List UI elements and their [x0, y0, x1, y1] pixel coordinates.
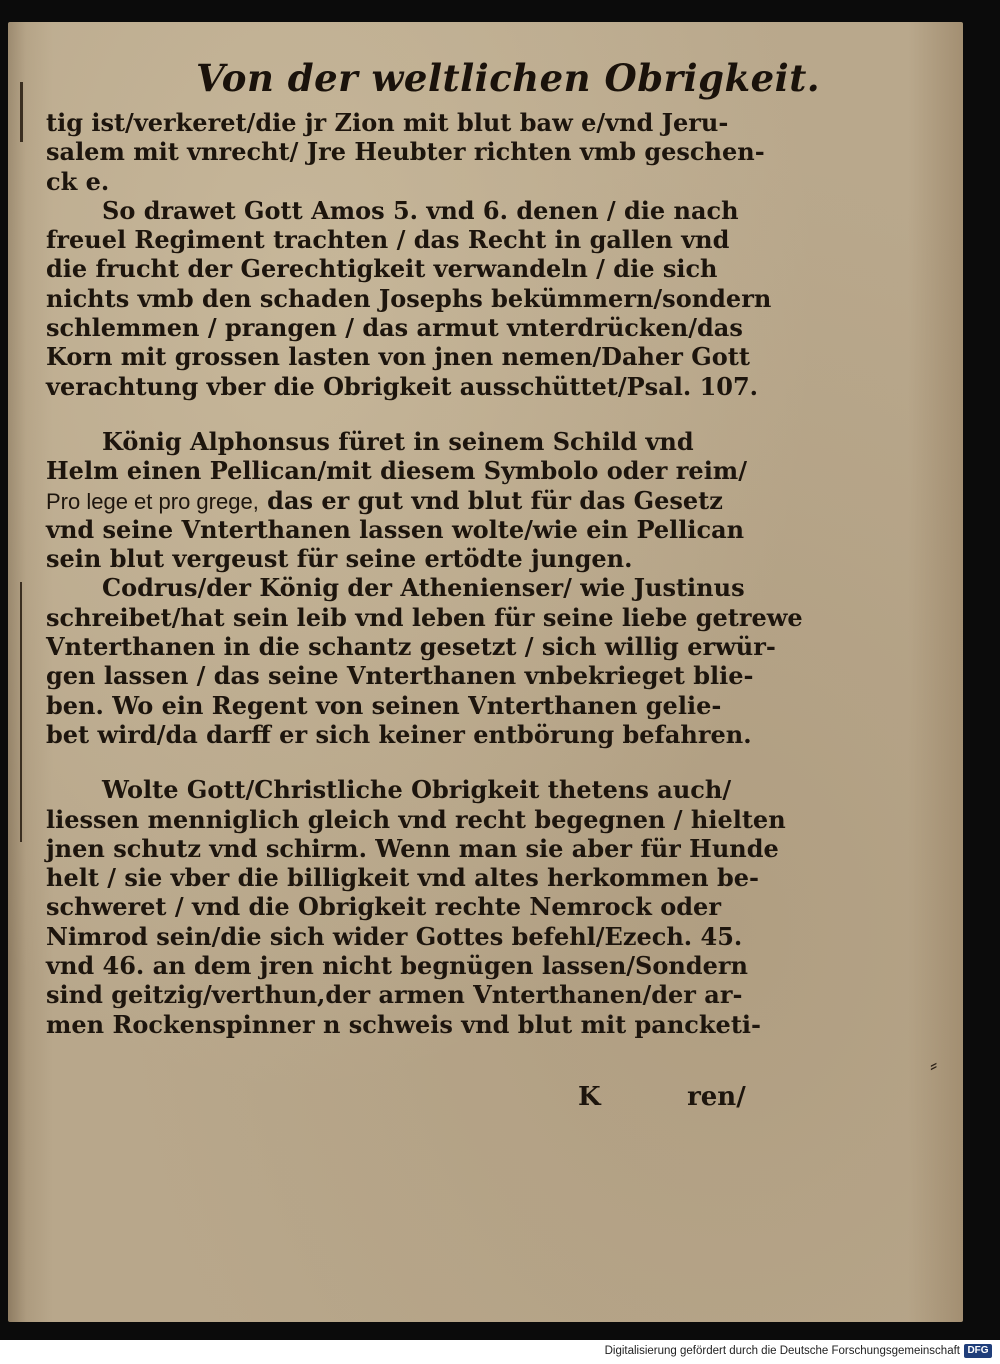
text-line: vnd 46. an dem jren nicht begnügen lassen/Sondern: [46, 951, 748, 981]
text-line: bet wird/da darff er sich keiner entbörung befahren.: [46, 719, 752, 749]
dfg-logo-icon: DFG: [964, 1344, 992, 1358]
text-line: vnd seine Vnterthanen lassen wolte/wie ein Pellican: [46, 514, 745, 544]
text-line: schweret / vnd die Obrigkeit rechte Nemrock oder: [46, 892, 721, 922]
footer-bar: [0, 1340, 1000, 1364]
text-line: sind geitzig/verthun,der armen Vnterthanen/der ar-: [46, 980, 743, 1010]
funding-credit: Digitalisierung gefördert durch die Deutsche Forschungsgemeinschaft: [604, 1345, 960, 1357]
text-line: Korn mit grossen lasten von jnen nemen/Daher Gott: [46, 342, 750, 372]
text-line: gen lassen / das seine Vnterthanen vnbekrieget blie-: [46, 661, 754, 691]
signature-mark: K: [578, 1082, 601, 1112]
text-line: ck e.: [46, 166, 110, 196]
text-line: Helm einen Pellican/mit diesem Symbolo oder reim/: [46, 456, 747, 486]
gutter-mark: [20, 82, 23, 142]
text-line: sein blut vergeust für seine ertödte jungen.: [46, 544, 633, 574]
text-line: schreibet/hat sein leib vnd leben für seine liebe getrewe: [46, 602, 803, 632]
text-line: Codrus/der König der Athenienser/ wie Justinus: [102, 573, 745, 603]
latin-motto: Pro lege et pro grege,: [46, 488, 259, 514]
text-line: liessen menniglich gleich vnd recht begegnen / hielten: [46, 804, 786, 834]
signature-line: [578, 1082, 746, 1112]
text-segment: das er gut vnd blut für das Gesetz: [267, 485, 723, 515]
text-line: ben. Wo ein Regent von seinen Vnterthanen gelie-: [46, 690, 722, 720]
text-line: die frucht der Gerechtigkeit verwandeln / die sich: [46, 254, 718, 284]
text-line: salem mit vnrecht/ Jre Heubter richten vmb geschen-: [46, 137, 765, 167]
text-line: Vnterthanen in die schantz gesetzt / sich willig erwür-: [46, 632, 776, 662]
text-line: Nimrod sein/die sich wider Gottes befehl/Ezech. 45.: [46, 921, 743, 951]
text-line: König Alphonsus füret in seinem Schild vnd: [102, 426, 694, 456]
text-line: So drawet Gott Amos 5. vnd 6. denen / die nach: [102, 195, 739, 225]
text-line: schlemmen / prangen / das armut vnterdrücken/das: [46, 313, 743, 343]
text-line: verachtung vber die Obrigkeit ausschüttet/Psal. 107.: [46, 371, 759, 401]
text-line: helt / sie vber die billigkeit vnd altes herkommen be-: [46, 863, 759, 893]
text-line: Wolte Gott/Christliche Obrigkeit thetens auch/: [102, 775, 732, 805]
running-head: Von der weltlichen Obrigkeit.: [196, 56, 821, 100]
gutter-mark: [20, 582, 22, 842]
margin-mark: ⸗: [930, 1053, 938, 1078]
text-line: men Rockenspinner n schweis vnd blut mit pancketi-: [46, 1009, 761, 1039]
catchword: ren/: [687, 1082, 746, 1112]
text-line: [46, 486, 766, 515]
text-line: nichts vmb den schaden Josephs bekümmern/sondern: [46, 283, 772, 313]
text-line: freuel Regiment trachten / das Recht in gallen vnd: [46, 225, 730, 255]
body-text: [46, 108, 803, 1039]
text-line: tig ist/verkeret/die jr Zion mit blut baw e/vnd Jeru-: [46, 108, 729, 137]
text-line: jnen schutz vnd schirm. Wenn man sie aber für Hunde: [46, 833, 779, 863]
